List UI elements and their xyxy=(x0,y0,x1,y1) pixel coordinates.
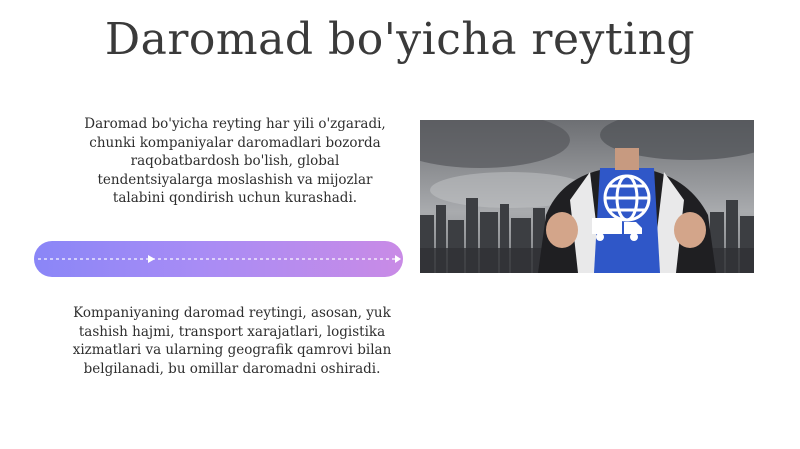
superhero-businessman-photo xyxy=(420,120,754,273)
intro-paragraph: Daromad bo'yicha reyting har yili o'zgaradi, chunki kompaniyalar daromadlari bozorda raqobatbardosh bo'lish, global tendentsiyalarga moslashish va mijozlar talabini qondirish uchun kurashadi. xyxy=(84,116,386,207)
arrow-end-icon xyxy=(395,255,401,263)
arrow-marker-icon xyxy=(148,255,155,263)
details-paragraph: Kompaniyaning daromad reytingi, asosan, yuk tashish hajmi, transport xarajatlari, logistika xizmatlari va ularning geografik qamrovi bilan belgilanadi, bu omillar daromadni oshiradi. xyxy=(72,305,392,377)
timeline-bar xyxy=(34,241,403,277)
slide-title: Daromad bo'yicha reyting xyxy=(104,14,696,65)
